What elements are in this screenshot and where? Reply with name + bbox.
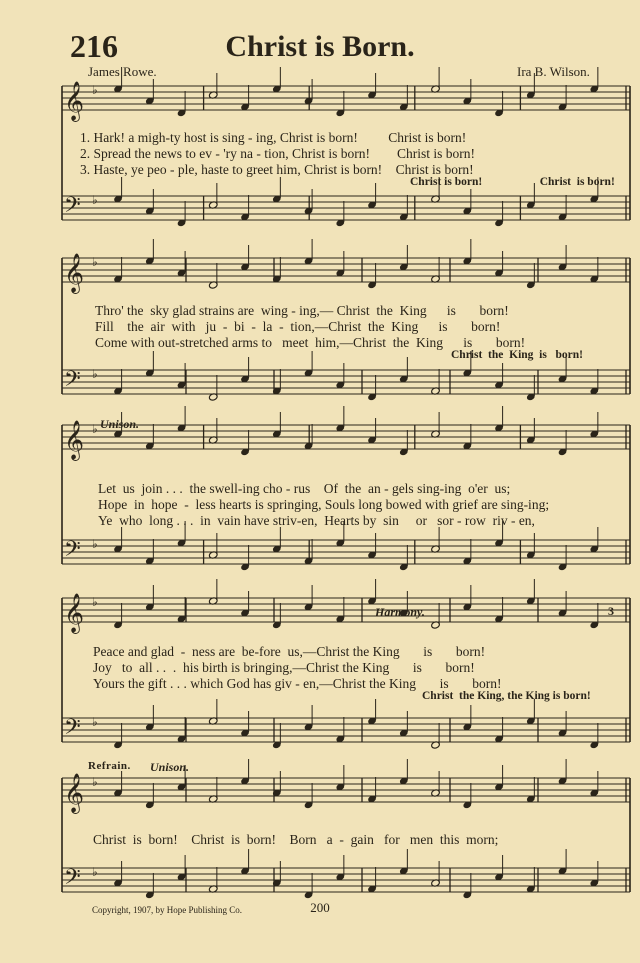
- unison-label: Unison.: [100, 417, 140, 431]
- verse-line-3-1: Let us join . . . the swell-ing cho - rus Of the an - gels sing-ing o'er us;: [98, 481, 511, 496]
- verse-line-4-1: Peace and glad - ness are be-fore us,—Christ the King is born!: [93, 644, 486, 659]
- svg-text:𝄞: 𝄞: [64, 593, 85, 633]
- verse-line-4-2: Joy to all . . . his birth is bringing,—Christ the King is born!: [93, 660, 475, 675]
- svg-text:♭: ♭: [92, 865, 98, 879]
- bass-words-4: Christ the King, the King is born!: [422, 690, 591, 702]
- verse-line-5-1: Christ is born! Christ is born! Born a - gain for men this morn;: [93, 832, 499, 847]
- verse-line-4-3: Yours the gift . . . which God has giv - en,—Christ the King is born!: [93, 676, 502, 691]
- music-credit: Ira B. Wilson.: [517, 64, 590, 79]
- verse-line-2-3: Come with out-stretched arms to meet him,—Christ the King is born!: [95, 335, 526, 350]
- svg-text:♭: ♭: [92, 367, 98, 381]
- svg-text:𝄞: 𝄞: [64, 253, 85, 293]
- refrain-unison-label: Unison.: [150, 760, 190, 774]
- copyright-notice: Copyright, 1907, by Hope Publishing Co.: [92, 905, 243, 915]
- hymn-title: Christ is Born.: [225, 30, 415, 63]
- bass-words-2: Christ the King is born!: [451, 349, 583, 361]
- svg-text:𝄢: 𝄢: [64, 715, 81, 745]
- verse-line-3-2: Hope in hope - less hearts is springing, Souls long bowed with grief are sing-ing;: [98, 497, 550, 512]
- svg-text:♭: ♭: [92, 255, 98, 269]
- svg-text:𝄞: 𝄞: [64, 420, 85, 460]
- svg-text:𝄢: 𝄢: [64, 537, 81, 567]
- svg-text:𝄞: 𝄞: [64, 81, 85, 121]
- svg-text:♭: ♭: [92, 422, 98, 436]
- harmony-label: Harmony.: [375, 605, 425, 619]
- hymn-number: 216: [70, 28, 118, 64]
- svg-text:♭: ♭: [92, 537, 98, 551]
- svg-text:𝄞: 𝄞: [64, 773, 85, 813]
- triplet-mark: 3: [608, 604, 614, 618]
- svg-text:𝄢: 𝄢: [64, 367, 81, 397]
- bass-words-1: Christ is born! Christ is born!: [410, 176, 615, 188]
- refrain-label: Refrain.: [88, 760, 131, 772]
- svg-text:𝄢: 𝄢: [64, 865, 81, 895]
- verse-line-3-3: Ye who long . . . in vain have striv-en, Hearts by sin or sor - row riv - en,: [98, 513, 535, 528]
- words-credit: James Rowe.: [88, 64, 157, 79]
- verse-line-1-3: 3. Haste, ye peo - ple, haste to greet him, Christ is born! Christ is born!: [80, 162, 474, 177]
- svg-text:♭: ♭: [92, 83, 98, 97]
- svg-text:♭: ♭: [92, 715, 98, 729]
- verse-line-2-1: Thro' the sky glad strains are wing - ing,— Christ the King is born!: [95, 303, 509, 318]
- verse-line-2-2: Fill the air with ju - bi - la - tion,—Christ the King is born!: [95, 319, 501, 334]
- page-number: 200: [310, 900, 330, 915]
- svg-text:♭: ♭: [92, 595, 98, 609]
- svg-text:♭: ♭: [92, 775, 98, 789]
- verse-line-1-2: 2. Spread the news to ev - 'ry na - tion, Christ is born! Christ is born!: [80, 146, 476, 161]
- clefs: [64, 81, 98, 895]
- svg-text:♭: ♭: [92, 193, 98, 207]
- verse-line-1-1: 1. Hark! a migh-ty host is sing - ing, Christ is born! Christ is born!: [80, 130, 467, 145]
- svg-text:𝄢: 𝄢: [64, 193, 81, 223]
